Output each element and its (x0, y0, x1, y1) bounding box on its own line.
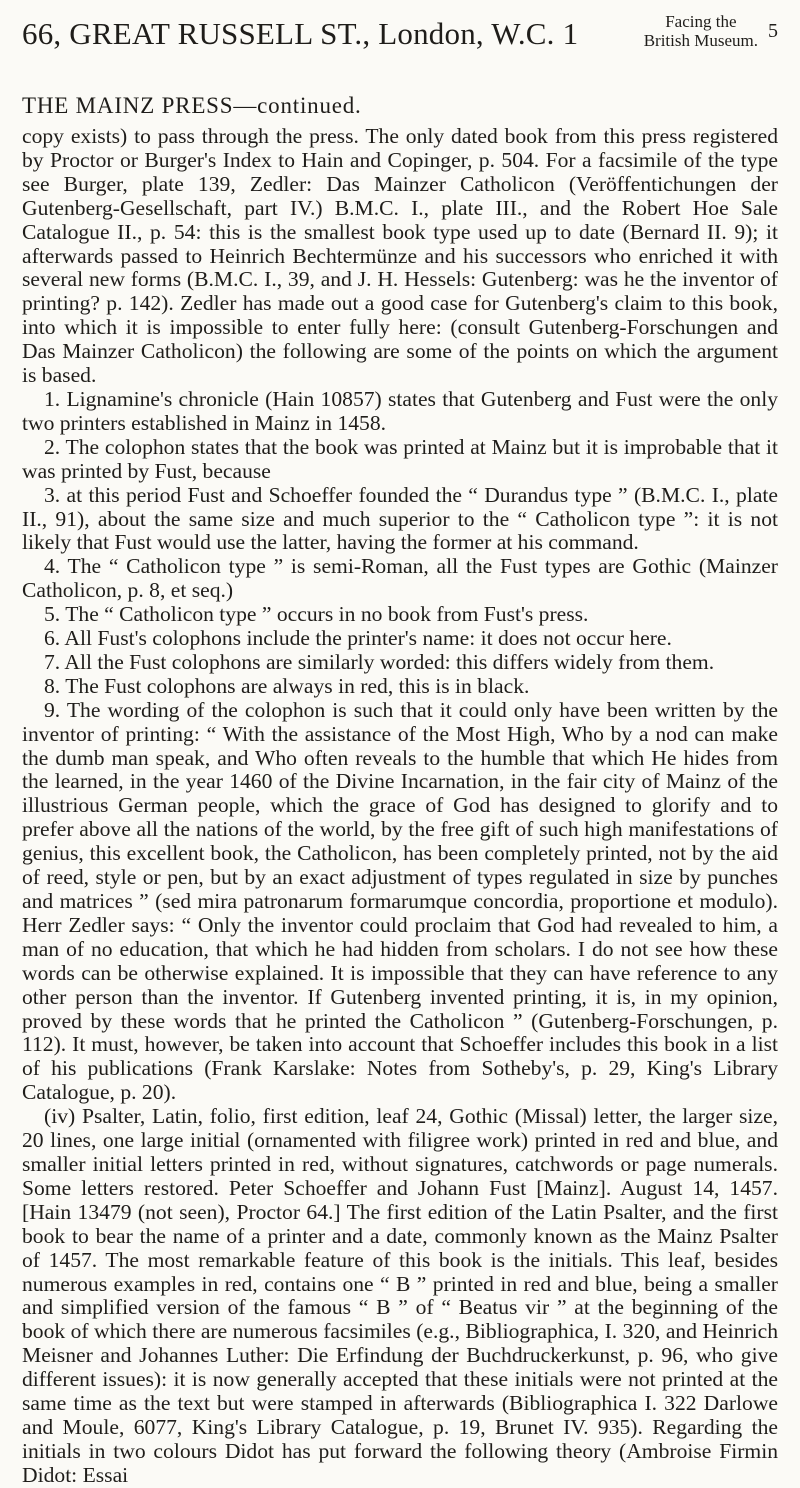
paragraph: 1. Lignamine's chronicle (Hain 10857) states that Gutenberg and Fust were the only two printers established in Mainz in 1458. (22, 386, 778, 435)
section-title: THE MAINZ PRESS—continued. (22, 93, 362, 118)
paragraph: (iv) Psalter, Latin, folio, first edition, leaf 24, Gothic (Missal) letter, the larger size, 20 lines, one large initial (ornamented with filigree work) printed in red and blue, and smaller initial letters printed in red, without signatures, catchwords or page numerals. Some letters restored. Peter Schoeffer and Johann Fust [Mainz]. August 14, 1457. [Hain 13479 (not seen), Proctor 64.] The first edition of the Latin Psalter, and the first book to bear the name of a printer and a date, commonly known as the Mainz Psalter of 1457. The most remarkable feature of this book is the initials. This leaf, besides numerous examples in red, contains one “ B ” printed in red and blue, being a smaller and simplified version of the famous “ B ” of “ Beatus vir ” at the beginning of the book of which there are numerous facsimiles (e.g., Bibliographica, I. 320, and Heinrich Meisner and Johannes Luther: Die Erfindung der Buchdruckerkunst, p. 96, who give different issues): it is now generally accepted that these initials were not printed at the same time as the text but were stamped in afterwards (Bibliographica I. 322 Darlowe and Moule, 6077, King's Library Catalogue, p. 19, Brunet IV. 935). Regarding the initials in two colours Didot has put forward the following theory (Ambroise Firmin Didot: Essai (22, 1104, 778, 1487)
paragraph: 4. The “ Catholicon type ” is semi-Roman, all the Fust types are Gothic (Mainzer Catholicon, p. 8, et seq.) (22, 554, 778, 603)
page-header (22, 12, 778, 72)
paragraph: 8. The Fust colophons are always in red, this is in black. (44, 673, 530, 698)
facing-note (644, 12, 758, 50)
paragraph: 6. All Fust's colophons include the printer's name: it does not occur here. (44, 626, 672, 651)
publisher-address: 66, GREAT RUSSELL ST., London, W.C. 1 (22, 16, 579, 51)
facing-line-2: British Museum. (643, 31, 758, 50)
paragraph: copy exists) to pass through the press. The only dated book from this press registered by Proctor or Burger's Index to Hain and Copinger, p. 504. For a facsimile of the type see Burger, plate 139, Zedler: Das Mainzer Catholicon (Veröffentichungen der Gutenberg-Gesellschaft, part IV.) B.M.C. I., plate III., and the Robert Hoe Sale Catalogue II., p. 54: this is the smallest book type used up to date (Bernard II. 9); it afterwards passed to Heinrich Bechtermünze and his successors who enriched it with several new forms (B.M.C. I., 39, and J. H. Hessels: Gutenberg: was he the inventor of printing? p. 142). Zedler has made out a good case for Gutenberg's claim to this book, into which it is impossible to enter fully here: (consult Gutenberg-Forschungen and Das Mainzer Catholicon) the following are some of the points on which the argument is based. (22, 124, 778, 388)
paragraph: 3. at this period Fust and Schoeffer founded the “ Durandus type ” (B.M.C. I., plate II., 91), about the same size and much superior to the “ Catholicon type ”: it is not likely that Fust would use the latter, having the former at his command. (22, 482, 778, 555)
paragraph: 7. All the Fust colophons are similarly worded: this differs widely from them. (44, 649, 715, 674)
paragraph: 2. The colophon states that the book was printed at Mainz but it is improbable that it was printed by Fust, because (22, 434, 778, 483)
page-number: 5 (768, 20, 778, 42)
paragraph: 5. The “ Catholicon type ” occurs in no book from Fust's press. (44, 602, 589, 627)
paragraph: 9. The wording of the colophon is such that it could only have been written by the inventor of printing: “ With the assistance of the Most High, Who by a nod can make the dumb man speak, and Who often reveals to the humble that which He hides from the learned, in the year 1460 of the Divine Incarnation, in the fair city of Mainz of the illustrious German people, which the grace of God has designed to glorify and to prefer above all the nations of the world, by the free gift of such high manifestations of genius, this excellent book, the Catholicon, has been completely printed, not by the aid of reed, style or pen, but by an exact adjustment of types regulated in size by punches and matrices ” (sed mira patronarum formarumque concordia, proportione et modulo). Herr Zedler says: “ Only the inventor could proclaim that God had revealed to him, a man of no education, that which he had hidden from scholars. I do not see how these words can be otherwise explained. It is impossible that they can have reference to any other person than the inventor. If Gutenberg invented printing, it is, in my opinion, proved by these words that he printed the Catholicon ” (Gutenberg-Forschungen, p. 112). It must, however, be taken into account that Schoeffer includes this book in a list of his publications (Frank Karslake: Notes from Sotheby's, p. 29, King's Library Catalogue, p. 20). (22, 697, 778, 1105)
facing-line-1: Facing the (665, 12, 737, 31)
body-text (22, 125, 778, 1488)
